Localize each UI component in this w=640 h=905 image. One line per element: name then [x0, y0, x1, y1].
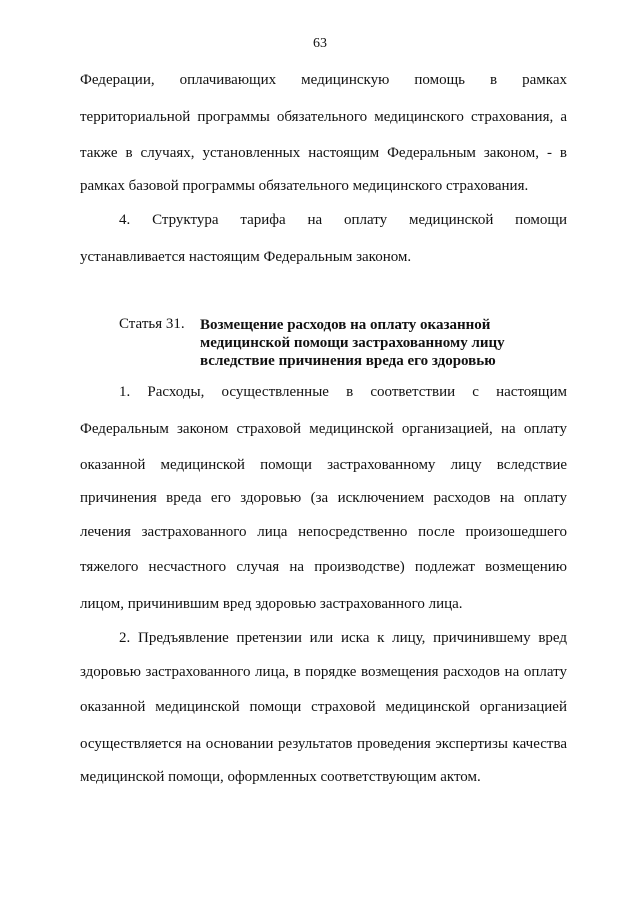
page-number: 63	[313, 36, 327, 51]
text-line: устанавливается настоящим Федеральным законом.	[80, 249, 412, 265]
text-line: оказанной медицинской помощи страховой медицинской организацией	[80, 699, 567, 715]
text-line: осуществляется на основании результатов проведения экспертизы качества	[80, 736, 567, 752]
article-title-line: Возмещение расходов на оплату оказанной	[200, 317, 491, 333]
text-line: лечения застрахованного лица непосредственно после произошедшего	[80, 524, 567, 540]
text-line: 2. Предъявление претензии или иска к лицу, причинившему вред	[119, 630, 567, 646]
text-line: 1. Расходы, осуществленные в соответствии с настоящим	[119, 384, 567, 400]
article-label: Статья 31.	[119, 316, 185, 332]
text-line: Федерации, оплачивающих медицинскую помощь в рамках	[80, 72, 567, 88]
article-title-line: вследствие причинения вреда его здоровью	[200, 353, 496, 369]
text-line: оказанной медицинской помощи застрахованному лицу вследствие	[80, 457, 567, 473]
article-title	[200, 316, 530, 370]
text-line: рамках базовой программы обязательного медицинского страхования.	[80, 178, 529, 194]
text-line: также в случаях, установленных настоящим Федеральным законом, - в	[80, 145, 567, 161]
article-title-line: медицинской помощи застрахованному лицу	[200, 335, 505, 351]
text-line: причинения вреда его здоровью (за исключением расходов на оплату	[80, 490, 567, 506]
text-line: 4. Структура тарифа на оплату медицинской помощи	[119, 212, 567, 228]
text-line: здоровью застрахованного лица, в порядке возмещения расходов на оплату	[80, 664, 567, 680]
text-line: тяжелого несчастного случая на производстве) подлежат возмещению	[80, 559, 567, 575]
text-line: лицом, причинившим вред здоровью застрахованного лица.	[80, 596, 463, 612]
text-line: медицинской помощи, оформленных соответствующим актом.	[80, 769, 481, 785]
text-line: территориальной программы обязательного медицинского страхования, а	[80, 109, 567, 125]
text-line: Федеральным законом страховой медицинской организацией, на оплату	[80, 421, 567, 437]
